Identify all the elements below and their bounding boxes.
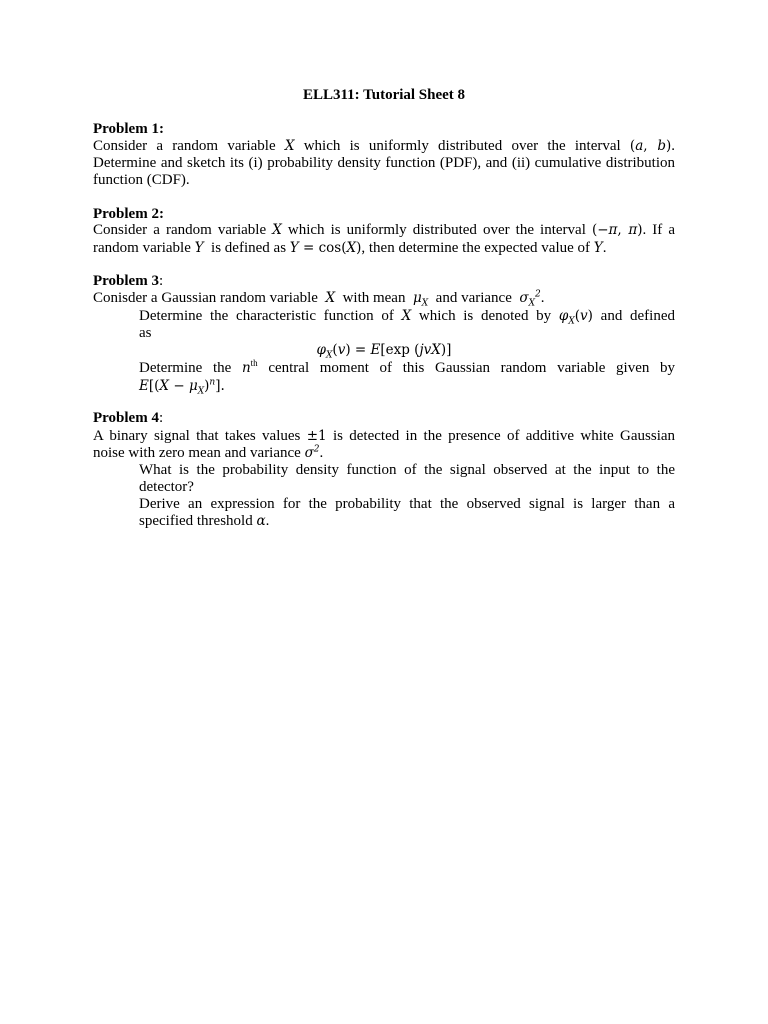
problem-2-line-1: Consider a random variable X which is uniformly distributed over the interval (−π, π). If a — [93, 222, 675, 238]
problem-1-line-1: Consider a random variable X which is uniformly distributed over the interval (a, b). — [93, 138, 676, 154]
problem-3-item-2: as — [139, 325, 152, 341]
problem-1-heading: Problem 1: — [93, 121, 164, 137]
problem-4-line-2: noise with zero mean and variance $\sigma^2$. — [93, 444, 324, 461]
problem-1-line-2: Determine and sketch its (i) probability density function (PDF), and (ii) cumulative distribution — [93, 155, 675, 171]
problem-3-heading: Problem 3: — [93, 273, 164, 289]
problem-4-item-2: detector? — [139, 479, 194, 495]
page-title: ELL311: Tutorial Sheet 8 — [302, 87, 466, 103]
problem-4-line-1: A binary signal that takes values ±1 is detected in the presence of additive white Gaussian — [93, 428, 676, 444]
problem-1-line-3: function (CDF). — [93, 172, 190, 188]
problem-3-item-1: Determine the characteristic function of X which is denoted by $\varphi_X(v)$ and defined — [139, 308, 675, 327]
problem-3-item-3: Determine the $n^{th}$ central moment of this Gaussian random variable given by — [139, 358, 676, 376]
problem-2-line-2: random variable Y is defined as Y = cos(X), then determine the expected value of Y. — [93, 240, 607, 256]
problem-4-item-4: specified threshold α. — [139, 513, 270, 529]
problem-2-heading: Problem 2: — [93, 206, 164, 222]
problem-4-item-3: Derive an expression for the probability that the observed signal is larger than a — [139, 496, 675, 512]
central-moment-expression: $E[(X - \mu_X)^n]$. — [139, 377, 225, 397]
problem-3-line-1: Conisder a Gaussian random variable X with mean $\mu_X$ and variance $\sigma_X^2$. — [93, 289, 545, 309]
problem-4-heading: Problem 4: — [93, 410, 164, 426]
problem-4-item-1: What is the probability density function of the signal observed at the input to the — [139, 462, 675, 478]
characteristic-function-equation: $\varphi_X(v) = E[\exp$ (jvX)] — [316, 342, 452, 361]
